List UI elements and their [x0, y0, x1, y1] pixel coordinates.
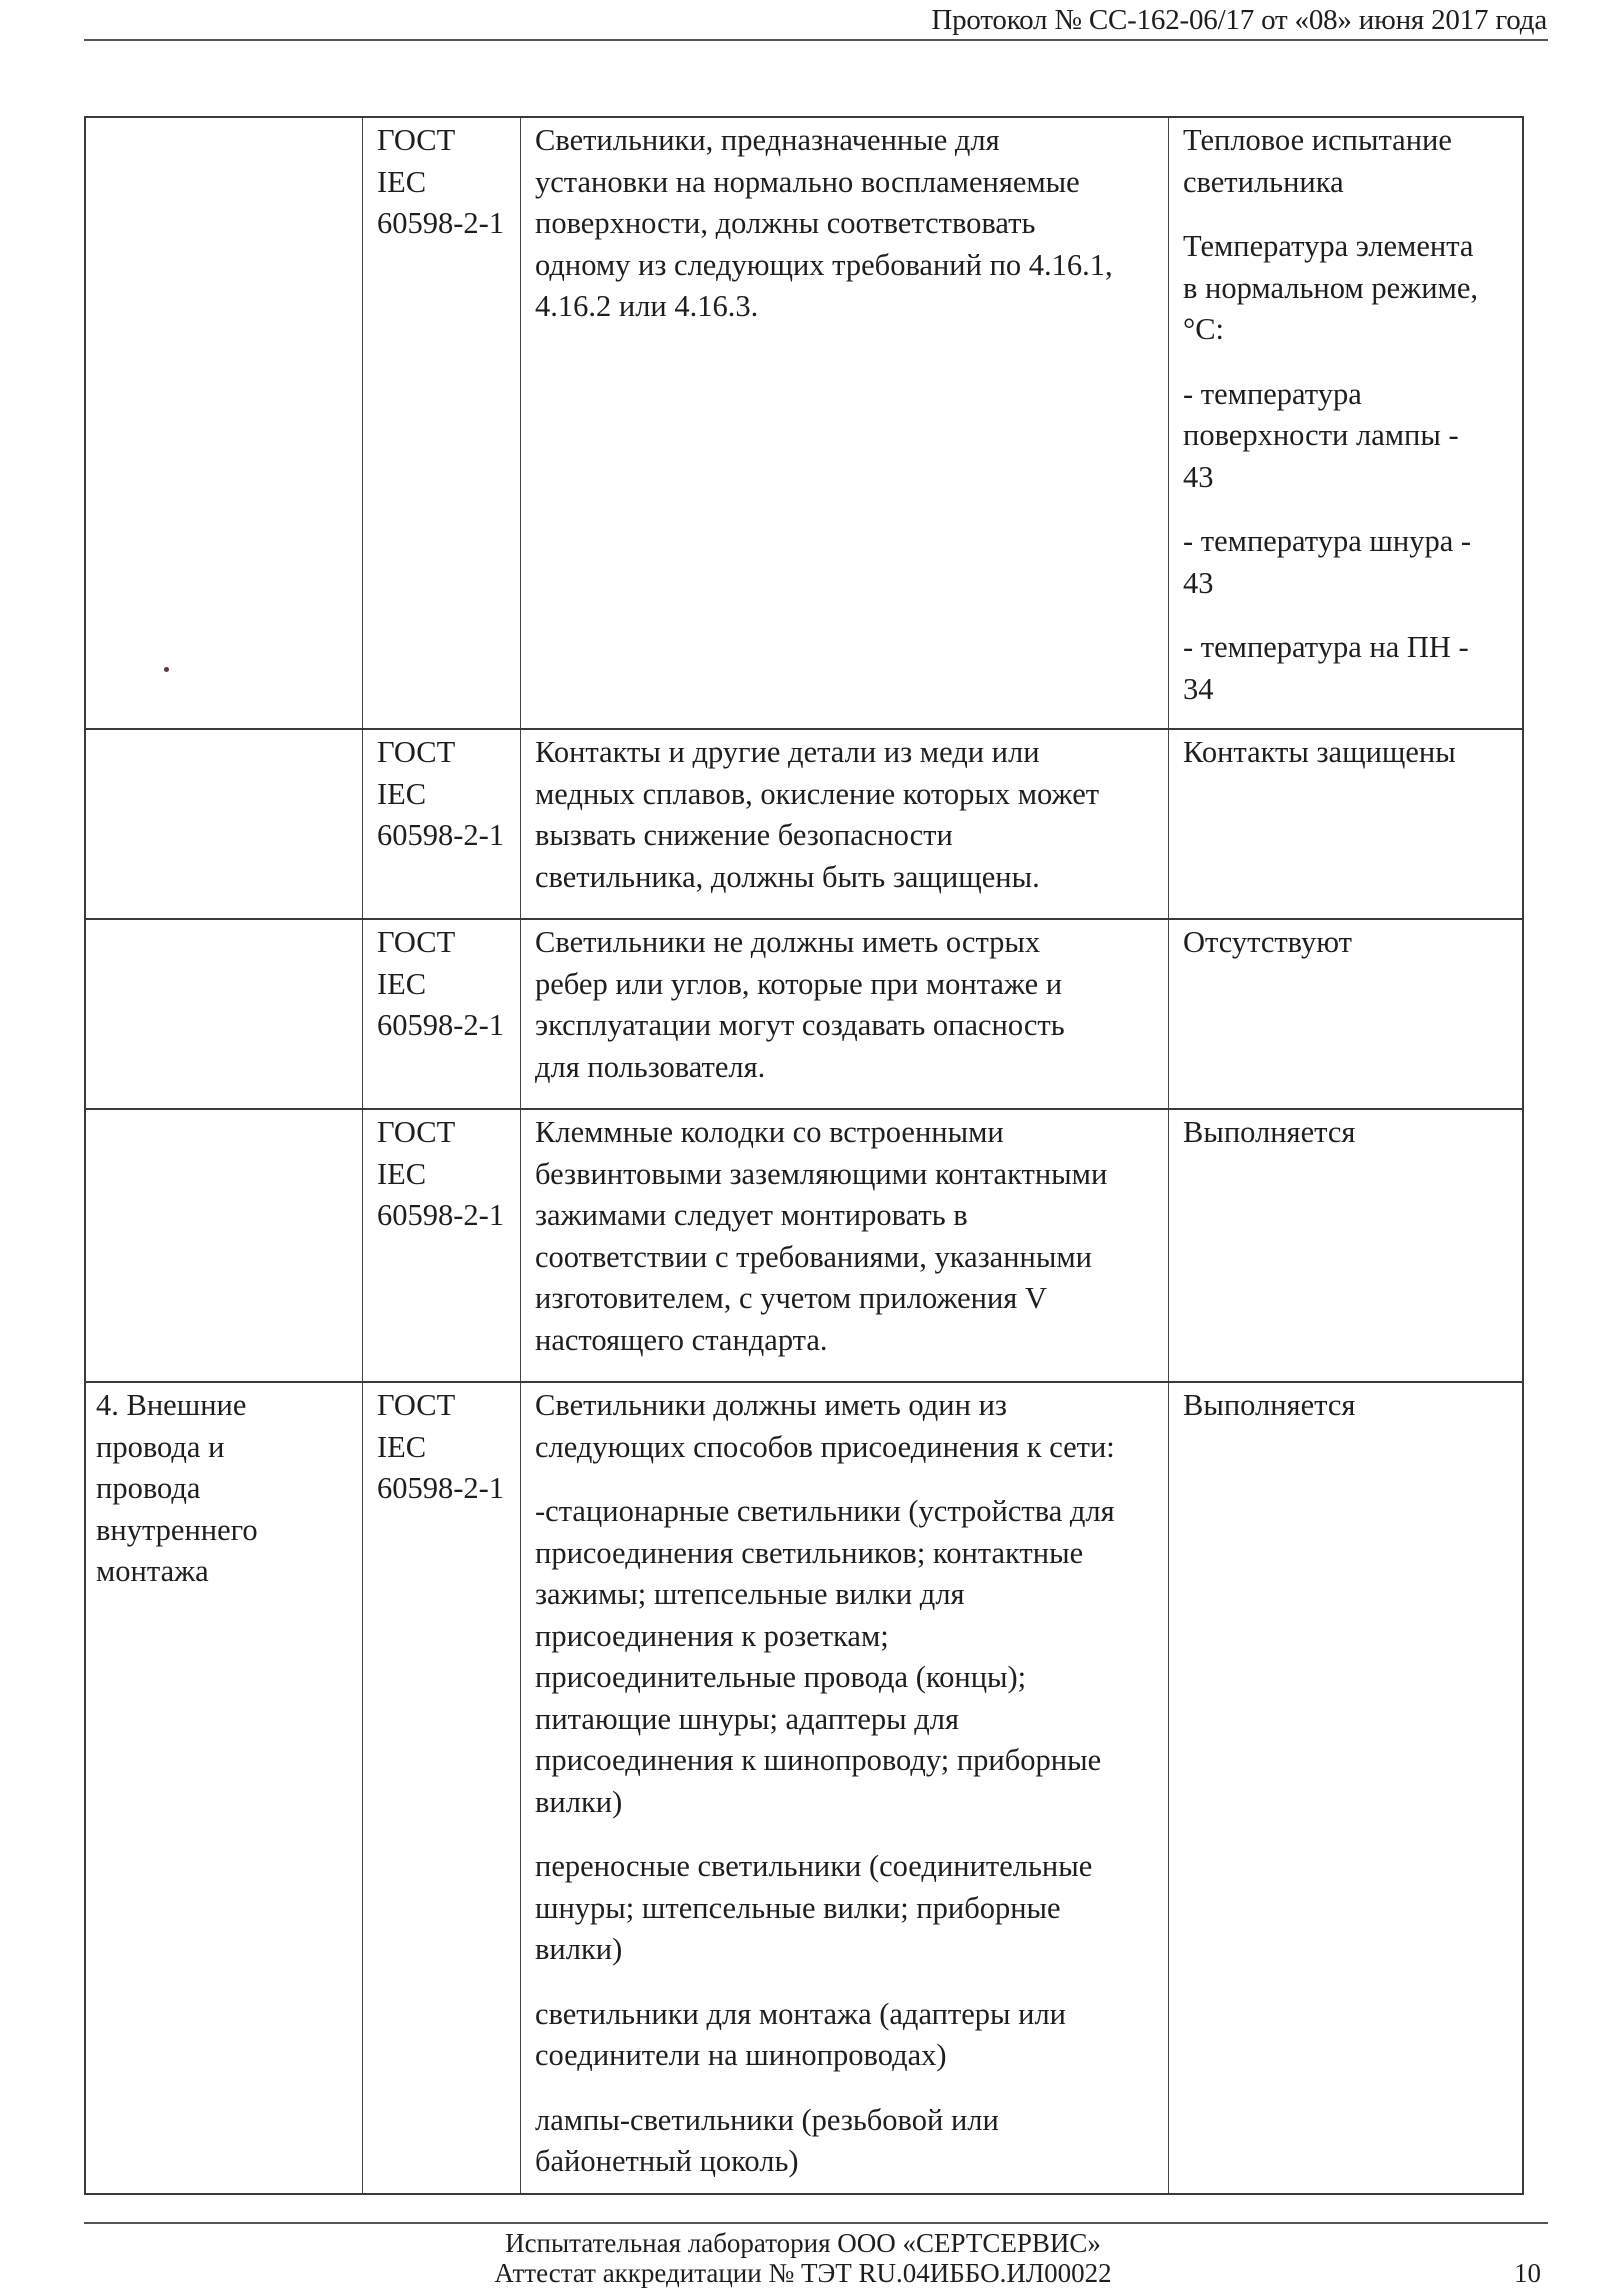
result-line: светильника [1183, 164, 1344, 199]
requirement-line: ребер или углов, которые при монтаже и [535, 966, 1063, 1001]
result-line: Тепловое испытание [1183, 123, 1452, 157]
requirement-line: поверхности, должны соответствовать [535, 206, 1036, 240]
standard-line: IEC [377, 776, 427, 811]
scan-speck [164, 667, 169, 672]
requirement-line: -стационарные светильники (устройства для [535, 1494, 1115, 1528]
standard-line: 60598-2-1 [377, 818, 505, 852]
result-line: Контакты защищены [1183, 735, 1456, 769]
requirement-line: 4.16.2 или 4.16.3. [535, 289, 759, 323]
requirement-line: вилки) [535, 1784, 623, 1819]
section-cell [86, 1383, 363, 2193]
requirement-line: соответствии с требованиями, указанными [535, 1239, 1092, 1274]
requirement-line: присоединения светильников; контактные [535, 1535, 1084, 1570]
table-row [86, 118, 1522, 728]
requirement-paragraph [535, 732, 1160, 898]
result-cell [1169, 118, 1522, 728]
result-paragraph [1183, 627, 1514, 710]
requirement-line: следующих способов присоединения к сети: [535, 1429, 1115, 1464]
test-results-table [84, 116, 1524, 2195]
section-line: монтажа [96, 1554, 209, 1588]
requirement-line: присоединительные провода (концы); [535, 1660, 1027, 1694]
footer-accreditation: Аттестат аккредитации № ТЭТ RU.04ИББО.ИЛ00022 [494, 2258, 1112, 2288]
result-line: - температура шнура - [1183, 524, 1472, 558]
result-line: Температура элемента [1183, 229, 1474, 263]
standard-cell [363, 730, 521, 918]
requirement-line: эксплуатации могут создавать опасность [535, 1008, 1065, 1042]
result-paragraph [1183, 732, 1514, 774]
result-line: - температура [1183, 376, 1362, 411]
requirement-paragraph [535, 120, 1160, 328]
result-line: 34 [1183, 671, 1214, 706]
header-divider [84, 39, 1548, 41]
table-row [86, 1381, 1522, 2193]
standard-line: ГОСТ [377, 735, 456, 769]
table-row [86, 728, 1522, 918]
result-line: 43 [1183, 565, 1214, 600]
result-cell [1169, 730, 1522, 918]
standard-cell [363, 1110, 521, 1381]
requirement-paragraph [535, 1491, 1160, 1823]
section-cell [86, 1110, 363, 1381]
requirement-line: зажимами следует монтировать в [535, 1198, 968, 1232]
requirement-cell [521, 1383, 1169, 2193]
requirement-line: безвинтовыми заземляющими контактными [535, 1156, 1108, 1191]
table-row [86, 1108, 1522, 1381]
standard-cell [363, 118, 521, 728]
requirement-line: одному из следующих требований по 4.16.1, [535, 247, 1113, 282]
result-paragraph [1183, 521, 1514, 604]
requirement-line: светильники для монтажа (адаптеры или [535, 1996, 1066, 2031]
result-paragraph [1183, 1112, 1514, 1154]
standard-cell [363, 1383, 521, 2193]
requirement-cell [521, 730, 1169, 918]
standard-line: 60598-2-1 [377, 1008, 505, 1042]
requirement-cell [521, 920, 1169, 1108]
requirement-cell [521, 118, 1169, 728]
requirement-paragraph [535, 1385, 1160, 1468]
result-paragraph [1183, 226, 1514, 351]
requirement-paragraph [535, 2100, 1160, 2183]
result-line: Выполняется [1183, 1388, 1356, 1422]
result-paragraph [1183, 922, 1514, 964]
result-line: в нормальном режиме, [1183, 270, 1478, 305]
page-number: 10 [1514, 2258, 1541, 2288]
requirement-line: Светильники должны иметь один из [535, 1388, 1007, 1422]
standard-line: ГОСТ [377, 1115, 456, 1149]
standard-line: ГОСТ [377, 123, 456, 157]
requirement-cell [521, 1110, 1169, 1381]
requirement-line: Клеммные колодки со встроенными [535, 1115, 1004, 1149]
requirement-line: установки на нормально воспламеняемые [535, 164, 1080, 199]
result-line: Выполняется [1183, 1115, 1356, 1149]
result-cell [1169, 1383, 1522, 2193]
result-line: Отсутствуют [1183, 925, 1353, 959]
standard-cell [363, 920, 521, 1108]
standard-line: IEC [377, 1429, 427, 1464]
requirement-line: Светильники не должны иметь острых [535, 925, 1041, 959]
requirement-line: лампы-светильники (резьбовой или [535, 2102, 999, 2137]
requirement-line: присоединения к розеткам; [535, 1618, 889, 1653]
requirement-line: настоящего стандарта. [535, 1322, 828, 1357]
standard-line: IEC [377, 966, 427, 1001]
requirement-paragraph [535, 1994, 1160, 2077]
result-paragraph [1183, 1385, 1514, 1427]
standard-line: IEC [377, 164, 427, 199]
result-cell [1169, 920, 1522, 1108]
section-line: внутреннего [96, 1512, 258, 1547]
protocol-title: Протокол № СС-162-06/17 от «08» июня 2017 года [931, 4, 1547, 36]
requirement-line: питающие шнуры; адаптеры для [535, 1701, 960, 1736]
result-line: - температура на ПН - [1183, 630, 1469, 664]
result-line: °С: [1183, 312, 1225, 346]
result-paragraph [1183, 374, 1514, 499]
section-cell [86, 920, 363, 1108]
requirement-line: Контакты и другие детали из меди или [535, 735, 1040, 769]
requirement-paragraph [535, 1846, 1160, 1971]
requirement-paragraph [535, 922, 1160, 1088]
standard-line: 60598-2-1 [377, 206, 505, 240]
result-paragraph [1183, 120, 1514, 203]
requirement-line: шнуры; штепсельные вилки; приборные [535, 1890, 1061, 1925]
standard-line: 60598-2-1 [377, 1198, 505, 1232]
result-line: 43 [1183, 459, 1214, 494]
requirement-line: медных сплавов, окисление которых может [535, 776, 1100, 811]
requirement-line: байонетный цоколь) [535, 2144, 799, 2178]
requirement-line: изготовителем, с учетом приложения V [535, 1281, 1047, 1315]
requirement-line: переносные светильники (соединительные [535, 1849, 1093, 1883]
section-cell [86, 730, 363, 918]
footer-divider [84, 2222, 1548, 2224]
requirement-line: вилки) [535, 1932, 623, 1966]
requirement-line: вызвать снижение безопасности [535, 818, 953, 852]
requirement-line: светильника, должны быть защищены. [535, 859, 1040, 894]
requirement-line: соединители на шинопроводах) [535, 2038, 947, 2072]
section-line: провода [96, 1471, 201, 1505]
requirement-line: зажимы; штепсельные вилки для [535, 1577, 965, 1611]
standard-line: ГОСТ [377, 925, 456, 959]
standard-line: 60598-2-1 [377, 1471, 505, 1505]
standard-line: IEC [377, 1156, 427, 1191]
section-cell [86, 118, 363, 728]
section-line: провода и [96, 1429, 225, 1464]
standard-line: ГОСТ [377, 1388, 456, 1422]
table-row [86, 918, 1522, 1108]
requirement-line: присоединения к шинопроводу; приборные [535, 1743, 1102, 1777]
section-line: 4. Внешние [96, 1388, 247, 1422]
footer-lab-name: Испытательная лаборатория ООО «СЕРТСЕРВИС» [505, 2228, 1101, 2258]
requirement-line: для пользователя. [535, 1049, 766, 1084]
result-cell [1169, 1110, 1522, 1381]
requirement-line: Светильники, предназначенные для [535, 123, 1000, 157]
result-line: поверхности лампы - [1183, 418, 1459, 452]
requirement-paragraph [535, 1112, 1160, 1361]
